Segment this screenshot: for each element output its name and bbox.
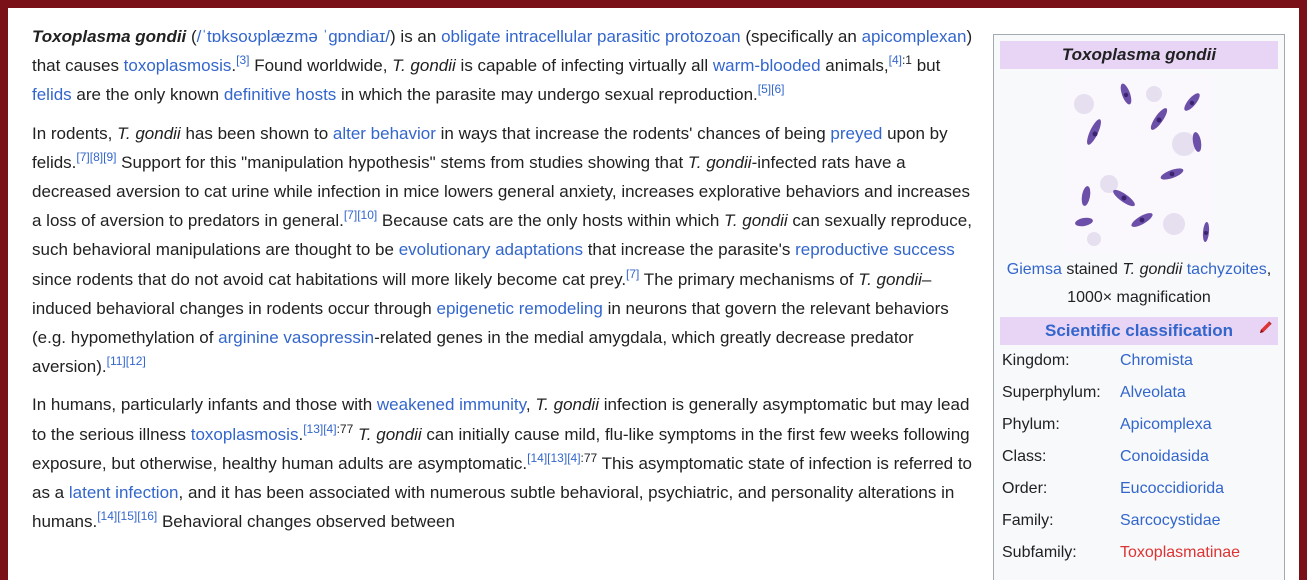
citation-6[interactable]: [6] bbox=[771, 82, 785, 97]
citation-5[interactable]: [5] bbox=[757, 82, 772, 97]
link-alter-behavior[interactable]: alter behavior bbox=[332, 123, 436, 143]
text: that increase the parasite's bbox=[582, 240, 796, 260]
rank-label: Subfamily: bbox=[1002, 544, 1077, 561]
link-felids[interactable]: felids bbox=[32, 85, 72, 105]
text: in which the parasite may undergo sexual reproduction. bbox=[336, 85, 758, 105]
link-toxoplasmosis[interactable]: toxoplasmosis bbox=[123, 56, 232, 76]
text: are the only known bbox=[71, 85, 224, 105]
text: stained bbox=[1061, 261, 1123, 278]
citation-7[interactable]: [7] bbox=[626, 266, 640, 281]
text: Found worldwide, bbox=[249, 56, 393, 76]
species-name: T. gondii bbox=[724, 211, 788, 231]
species-name: T. gondii bbox=[392, 56, 456, 76]
article-page bbox=[8, 8, 1299, 580]
text: can sexually reproduce, such behavioral manipulations are thought to be bbox=[32, 211, 972, 260]
text: , and it has been associated with numerous subtle behavioral, psychiatric, and personality alterations in humans. bbox=[32, 483, 955, 532]
citation-14[interactable]: [14] bbox=[527, 450, 548, 465]
citation-10[interactable]: [10] bbox=[357, 208, 378, 223]
taxon-link-alveolata[interactable]: Alveolata bbox=[1120, 384, 1186, 401]
link-epigenetic-remodeling[interactable]: epigenetic remodeling bbox=[436, 298, 603, 318]
link-definitive-hosts[interactable]: definitive hosts bbox=[223, 85, 337, 105]
citation-7[interactable]: [7] bbox=[76, 149, 90, 164]
citation-13[interactable]: [13] bbox=[547, 450, 568, 465]
taxobox-title: Toxoplasma gondii bbox=[1000, 41, 1278, 69]
image-caption bbox=[994, 256, 1284, 312]
citation-9[interactable]: [9] bbox=[103, 149, 117, 164]
species-name: T. gondii bbox=[357, 424, 422, 444]
article-subject-title: Toxoplasma gondii bbox=[32, 27, 187, 46]
citation-7[interactable]: [7] bbox=[343, 208, 358, 223]
taxon-link-conoidasida[interactable]: Conoidasida bbox=[1120, 448, 1209, 465]
text: Because cats are the only hosts within which bbox=[377, 211, 724, 231]
rank-label: Order: bbox=[1002, 480, 1048, 497]
rank-label: Superphylum: bbox=[1002, 384, 1101, 401]
article-body bbox=[32, 22, 977, 545]
citation-12[interactable]: [12] bbox=[125, 354, 146, 369]
paragraph-rodents bbox=[32, 119, 977, 382]
rank-label: Class: bbox=[1002, 448, 1047, 465]
text: , bbox=[525, 395, 536, 415]
text: This asymptomatic state of infection is referred to as a bbox=[32, 453, 973, 503]
citation-13[interactable]: [13] bbox=[303, 421, 324, 436]
pencil-icon[interactable] bbox=[1257, 320, 1273, 336]
citation-3[interactable]: [3] bbox=[236, 53, 250, 68]
citation-4[interactable]: [4] bbox=[567, 450, 581, 465]
citation-11[interactable]: [11] bbox=[106, 354, 126, 369]
species-name: T. gondii bbox=[117, 123, 181, 143]
text: infection is generally asymptomatic but may lead to the serious illness bbox=[32, 395, 970, 444]
species-name: T. gondii bbox=[535, 395, 599, 415]
text: has been shown to bbox=[180, 123, 333, 143]
text: In humans, particularly infants and those with bbox=[32, 395, 377, 415]
species-name: T. gondii bbox=[858, 269, 922, 289]
link-apicomplexan[interactable]: apicomplexan bbox=[861, 27, 967, 46]
paragraph-intro: Toxoplasma gondii (/ˈtɒksoʊplæzmə ˈɡɒndiaɪ/) is an obligate intracellular parasitic protozoan (specifically an apicomplexan) that causes toxoplasmosis.[3] Found worldwide, T. gondii is capable of infecting virtually all warm-blooded animals,$^{[4]:1}$ but felids are the only known definitive hosts in which the parasite may undergo sexual reproduction.[5][6] bbox=[32, 27, 973, 105]
species-name: T. gondii bbox=[687, 152, 752, 172]
paragraph-humans: In humans, particularly infants and those with weakened immunity, T. gondii infection is generally asymptomatic but may lead to the serious illness toxoplasmosis.$^{[13][4]:77}$ T. gondii can initially cause mild, flu-like symptoms in the first few weeks following exposure, but otherwise, healthy human adults are asymptomatic.$^{[14][13][4]:77}$ This asymptomatic state of infection is referred to as a latent infection, and it has been associated with numerous subtle behavioral, psychiatric, and personality alterations in humans.[14][15][16] Behavioral changes observed between bbox=[32, 395, 973, 532]
text: can initially cause mild, flu-like symptoms in the first few weeks following exposure, but otherwise, healthy human adults are asymptomatic. bbox=[32, 424, 970, 473]
rank-label: Family: bbox=[1002, 512, 1054, 529]
text: Behavioral changes observed between bbox=[157, 512, 455, 532]
citation-8[interactable]: [8] bbox=[89, 149, 104, 164]
classification-row-order bbox=[994, 473, 1284, 505]
giemsa-stained-tachyzoites-image[interactable] bbox=[1064, 74, 1214, 254]
text: , bbox=[1266, 261, 1272, 278]
text: (specifically an bbox=[740, 27, 862, 46]
classification-row-phylum bbox=[994, 409, 1284, 441]
citation-page: :77 bbox=[580, 450, 598, 465]
classification-table bbox=[994, 345, 1284, 569]
taxon-redlink-toxoplasmatinae[interactable]: Toxoplasmatinae bbox=[1120, 544, 1241, 561]
classification-row-superphylum bbox=[994, 377, 1284, 409]
link-giemsa[interactable]: Giemsa bbox=[1006, 261, 1062, 278]
link-scientific-classification[interactable]: Scientific classification bbox=[1044, 321, 1233, 340]
text: –induced behavioral changes in rodents occur through bbox=[32, 269, 932, 318]
classification-row-subfamily bbox=[994, 537, 1284, 569]
text: ) that causes bbox=[32, 27, 973, 76]
taxon-link-chromista[interactable]: Chromista bbox=[1120, 352, 1193, 369]
species-name: T. gondii bbox=[1122, 261, 1183, 278]
link-obligate-intracellular-parasitic-protozoan[interactable]: obligate intracellular parasitic protozoan bbox=[441, 27, 741, 46]
ipa-pronunciation-link[interactable]: /ˈtɒksoʊplæzmə ˈɡɒndiaɪ/ bbox=[196, 27, 391, 46]
text: in ways that increase the rodents' chances of being bbox=[435, 123, 831, 143]
link-arginine-vasopressin[interactable]: arginine vasopressin bbox=[218, 328, 375, 348]
text: since rodents that do not avoid cat habitations will more likely become cat prey. bbox=[32, 269, 627, 289]
text: ) is an bbox=[390, 27, 442, 46]
citation-page: :77 bbox=[336, 421, 354, 436]
taxon-link-apicomplexa[interactable]: Apicomplexa bbox=[1120, 416, 1212, 433]
taxon-link-sarcocystidae[interactable]: Sarcocystidae bbox=[1120, 512, 1221, 529]
citation-16[interactable]: [16] bbox=[137, 509, 158, 524]
citation-4[interactable]: [4] bbox=[323, 421, 337, 436]
text: Support for this "manipulation hypothesis" stems from studies showing that bbox=[116, 152, 688, 172]
text: -infected rats have a decreased aversion to cat urine while infection in mice lowers general anxiety, increases explorative behaviors and increases a loss of aversion to predators in general. bbox=[32, 152, 971, 231]
magnification-text: 1000× magnification bbox=[1067, 289, 1211, 306]
text: upon by felids. bbox=[32, 123, 948, 172]
link-latent-infection[interactable]: latent infection bbox=[68, 483, 179, 503]
text: The primary mechanisms of bbox=[639, 269, 859, 289]
scientific-classification-header bbox=[1000, 317, 1278, 345]
citation-15[interactable]: [15] bbox=[117, 509, 138, 524]
link-reproductive-success[interactable]: reproductive success bbox=[795, 240, 955, 260]
citation-4[interactable]: [4] bbox=[888, 53, 902, 68]
rank-label: Kingdom: bbox=[1002, 352, 1070, 369]
text: animals, bbox=[820, 56, 889, 76]
text: is capable of infecting virtually all bbox=[455, 56, 713, 76]
text: but bbox=[911, 56, 941, 76]
link-tachyzoites[interactable]: tachyzoites bbox=[1186, 261, 1267, 278]
link-preyed[interactable]: preyed bbox=[830, 123, 883, 143]
link-warm-blooded[interactable]: warm-blooded bbox=[712, 56, 821, 76]
taxon-link-eucoccidiorida[interactable]: Eucoccidiorida bbox=[1120, 480, 1225, 497]
rank-label: Phylum: bbox=[1002, 416, 1060, 433]
link-toxoplasmosis[interactable]: toxoplasmosis bbox=[190, 424, 299, 444]
text: in neurons that govern the relevant behaviors (e.g. hypomethylation of bbox=[32, 298, 949, 348]
citation-14[interactable]: [14] bbox=[97, 509, 118, 524]
link-evolutionary-adaptations[interactable]: evolutionary adaptations bbox=[398, 240, 583, 260]
classification-row-class bbox=[994, 441, 1284, 473]
citation-page: :1 bbox=[901, 53, 912, 68]
text: ( bbox=[186, 27, 197, 46]
link-weakened-immunity[interactable]: weakened immunity bbox=[376, 395, 526, 415]
text: -related genes in the medial amygdala, which greatly decrease predator aversion). bbox=[32, 328, 914, 377]
taxobox bbox=[993, 34, 1285, 580]
classification-row-family bbox=[994, 505, 1284, 537]
classification-row-kingdom bbox=[994, 345, 1284, 377]
text: In rodents, bbox=[32, 123, 118, 143]
